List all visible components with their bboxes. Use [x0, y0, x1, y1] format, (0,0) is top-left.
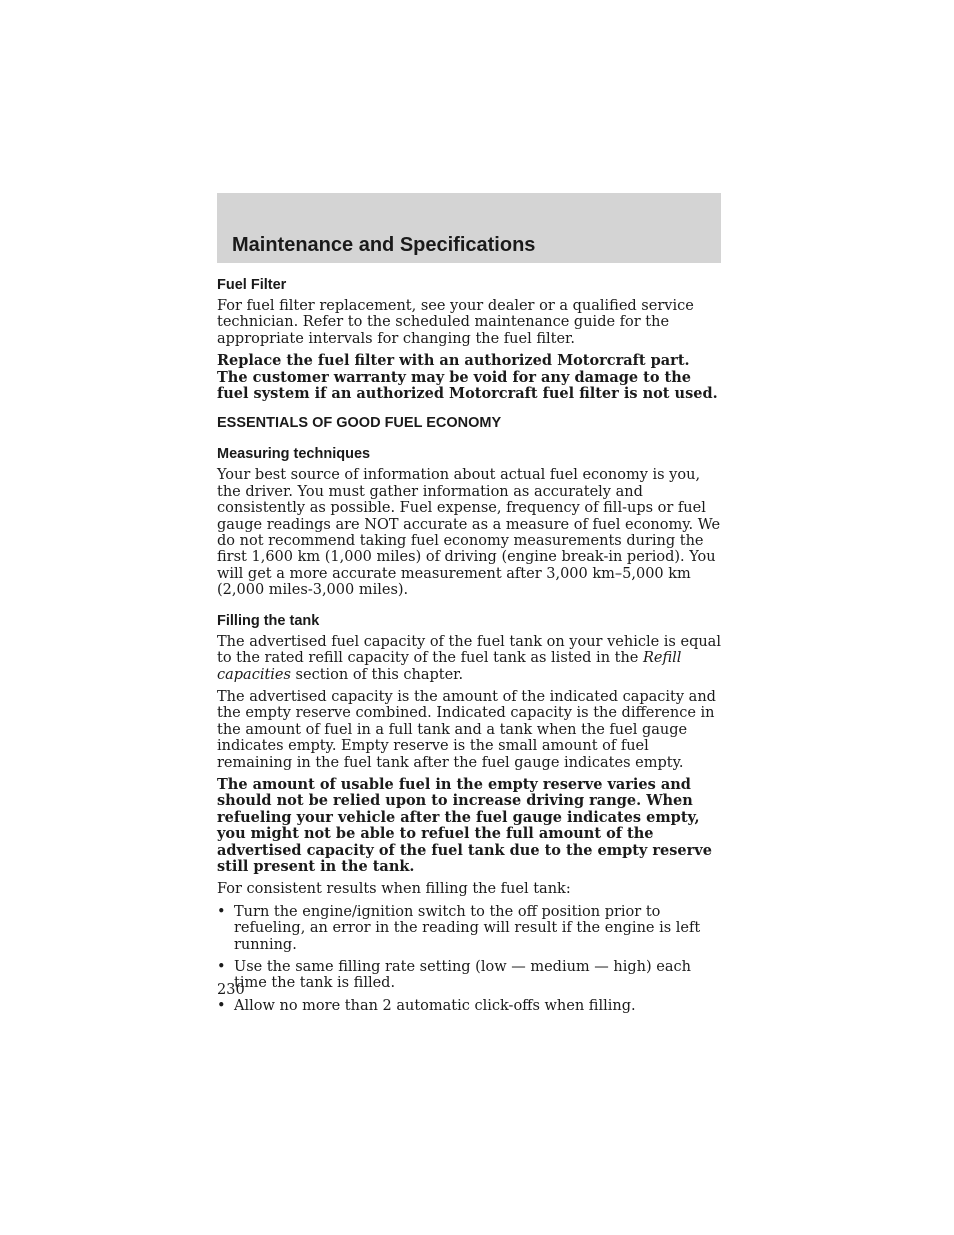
filling-paragraph-1-end: section of this chapter.	[290, 666, 464, 683]
filling-bullet-list	[217, 904, 723, 1014]
filling-paragraph-1	[217, 634, 723, 683]
filling-intro: For consistent results when filling the fuel tank:	[217, 881, 571, 898]
essentials-heading: ESSENTIALS OF GOOD FUEL ECONOMY	[217, 415, 502, 432]
list-item-text: Allow no more than 2 automatic click-offs when filling.	[234, 997, 636, 1014]
fuel-filter-heading: Fuel Filter	[217, 277, 287, 293]
section-header-band	[217, 193, 721, 263]
refill-capacities-reference: Refill capacities	[217, 650, 682, 683]
list-item-text: Use the same filling rate setting (low — medium — high) each time the tank is filled.	[234, 959, 691, 992]
filling-paragraph-2: The advertised capacity is the amount of the indicated capacity and the empty reserve combined. Indicated capacity is the difference in the amount of fuel in a full tank and a tank when the fuel gauge indicates empty. Empty reserve is the small amount of fuel remaining in the fuel tank after the fuel gauge indicates empty.	[217, 688, 716, 771]
measuring-heading: Measuring techniques	[217, 446, 371, 463]
filling-heading: Filling the tank	[217, 612, 320, 629]
page-title: Maintenance and Specifications	[232, 234, 536, 256]
bullet-icon: •	[217, 959, 226, 975]
page-content	[217, 276, 723, 1014]
fuel-filter-warning: Replace the fuel filter with an authorized Motorcraft part. The customer warranty may be void for any damage to the fuel system if an authorized Motorcraft fuel filter is not used.	[217, 352, 718, 403]
list-item-text: Turn the engine/ignition switch to the off position prior to refueling, an error in the reading will result if the engine is left running.	[234, 903, 701, 953]
measuring-paragraph: Your best source of information about actual fuel economy is you, the driver. You must gather information as accurately and consistently as possible. Fuel expense, frequency of fill-ups or fuel gauge readings are NOT accurate as a measure of fuel economy. We do not recommend taking fuel economy measurements during the first 1,600 km (1,000 miles) of driving (engine break-in period). You will get a more accurate measurement after 3,000 km–5,000 km (2,000 miles-3,000 miles).	[217, 467, 721, 599]
list-item	[217, 998, 723, 1014]
bullet-icon: •	[217, 903, 226, 920]
list-item	[217, 904, 723, 953]
fuel-filter-paragraph: For fuel filter replacement, see your dealer or a qualified service technician. Refer to the scheduled maintenance guide for the appropriate intervals for changing the fuel filter.	[217, 298, 694, 347]
filling-paragraph-1-start: The advertised fuel capacity of the fuel tank on your vehicle is equal to the rated refill capacity of the fuel tank as listed in the	[217, 633, 721, 667]
list-item	[217, 959, 723, 992]
filling-warning: The amount of usable fuel in the empty reserve varies and should not be relied upon to increase driving range. When refueling your vehicle after the fuel gauge indicates empty, you might not be able to refuel the full amount of the advertised capacity of the fuel tank due to the empty reserve still present in the tank.	[217, 775, 712, 875]
page-number: 230	[217, 982, 245, 998]
bullet-icon: •	[217, 997, 226, 1014]
